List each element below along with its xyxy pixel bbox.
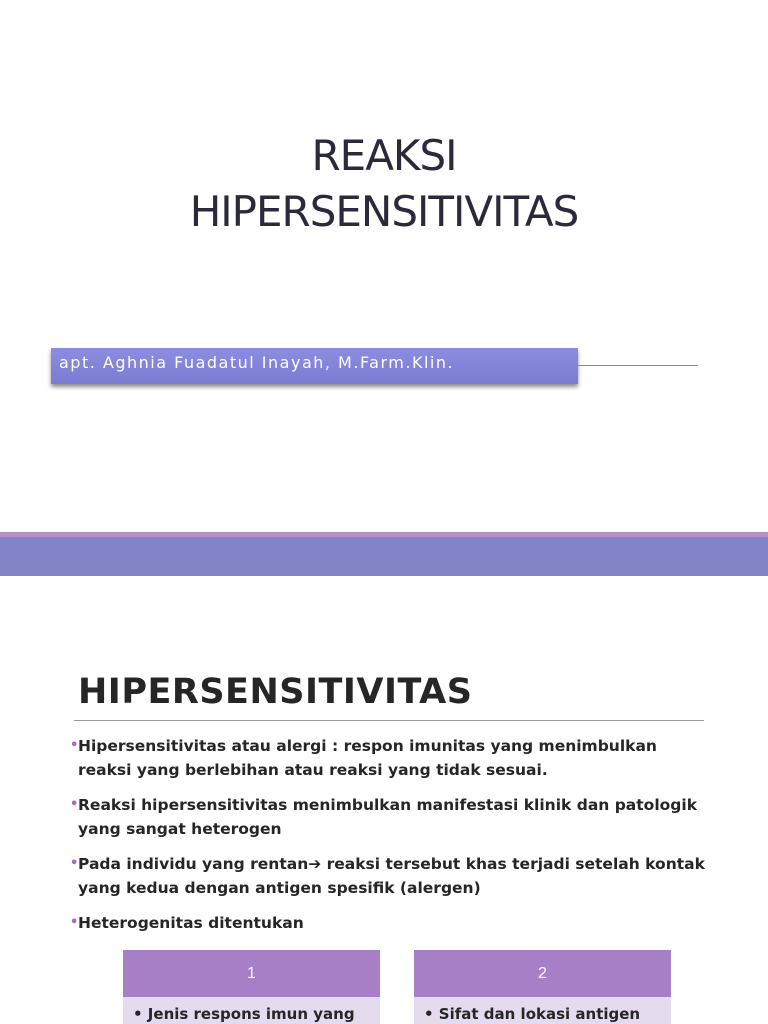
factor-box-header: 1 — [123, 950, 380, 997]
slide-separator-band — [0, 532, 768, 576]
slide-title — [0, 128, 768, 240]
slide-title-line-1: REAKSI — [311, 131, 457, 180]
content-title: HIPERSENSITIVITAS — [78, 672, 473, 712]
bullet-text: Heterogenitas ditentukan — [78, 914, 304, 932]
author-name: apt. Aghnia Fuadatul Inayah, M.Farm.Klin. — [59, 353, 455, 372]
bullet-item — [70, 793, 710, 841]
factor-box-header: 2 — [414, 950, 671, 997]
bullet-text: Hipersensitivitas atau alergi : respon imunitas yang menimbulkan reaksi yang berlebihan atau reaksi yang tidak sesuai. — [78, 737, 657, 779]
title-divider — [74, 720, 704, 721]
author-banner — [51, 348, 578, 384]
factor-box-1 — [123, 950, 380, 1024]
bullet-item — [70, 852, 710, 900]
bullet-marker: • — [70, 856, 79, 871]
bullet-item — [70, 911, 710, 935]
bullet-marker: • — [70, 738, 79, 753]
bullet-marker: • — [70, 797, 79, 812]
bullet-marker: • — [70, 915, 79, 930]
factor-box-item: • Jenis respons imun yang — [123, 997, 380, 1024]
author-divider — [578, 365, 698, 366]
content-slide — [0, 576, 768, 1024]
bullet-text: Pada individu yang rentan➔ reaksi tersebut khas terjadi setelah kontak yang kedua dengan antigen spesifik (alergen) — [78, 855, 705, 897]
bullet-item — [70, 734, 710, 782]
factor-box-item: • Sifat dan lokasi antigen — [414, 997, 671, 1024]
bullet-text: Reaksi hipersensitivitas menimbulkan manifestasi klinik dan patologik yang sangat heterogen — [78, 796, 698, 838]
bullet-list — [70, 734, 710, 946]
factor-box-2 — [414, 950, 671, 1024]
slide-title-line-2: HIPERSENSITIVITAS — [189, 187, 579, 236]
